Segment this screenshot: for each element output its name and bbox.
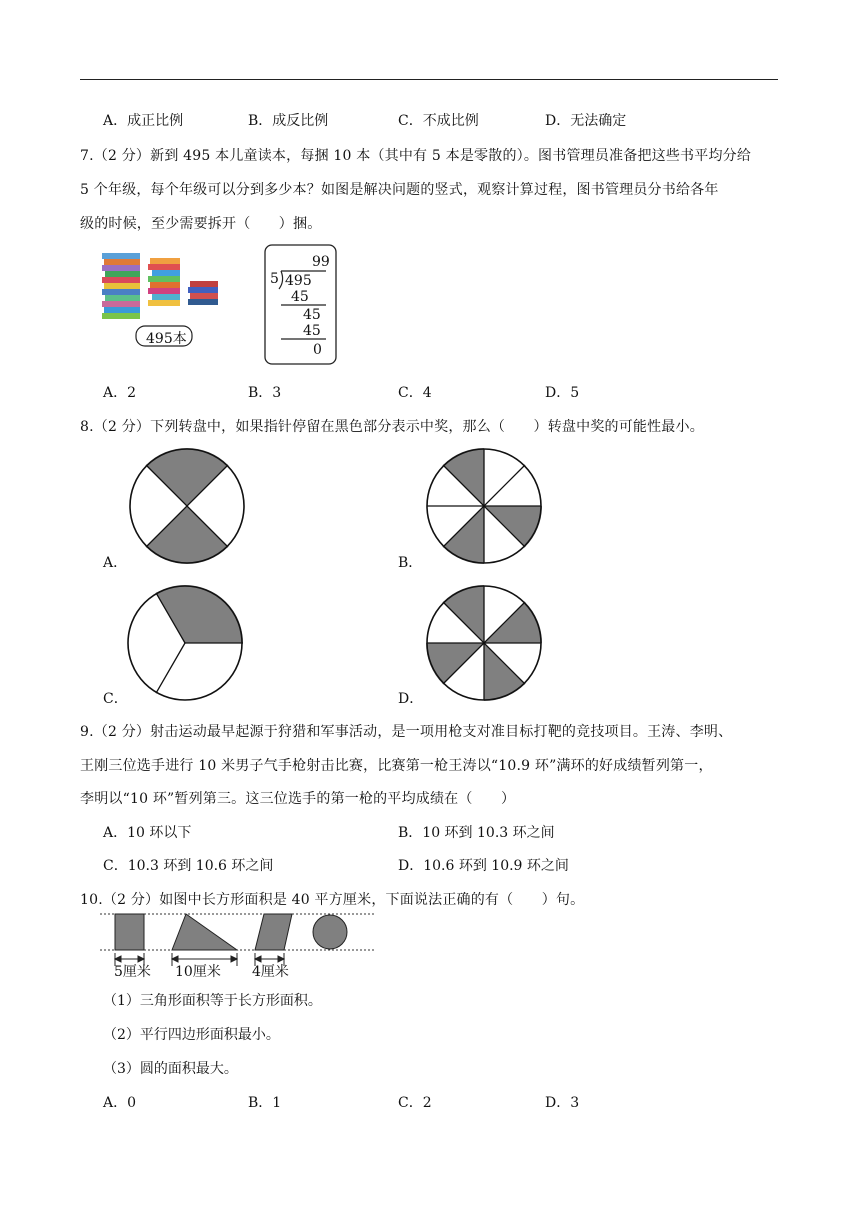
q10-option-a[interactable]: A．0 (103, 1095, 137, 1111)
spinner-c[interactable] (127, 585, 243, 701)
circle-shape (313, 915, 347, 949)
q7-text-line-1: 7.（2 分）新到 495 本儿童读本，每捆 10 本（其中有 5 本是零散的）。图书管理员准备把这些书平均分给 (80, 148, 752, 164)
q9-text-line-2: 王刚三位选手进行 10 米男子气手枪射击比赛，比赛第一枪王涛以“10.9 环”满环的好成绩暂列第一， (80, 758, 713, 774)
partial-remainder: 45 (303, 307, 321, 323)
q9-text-line-1: 9.（2 分）射击运动最早起源于狩猎和军事活动，是一项用枪支对准目标打靶的竞技项目。王涛、李明、 (80, 724, 733, 740)
q10-text: 10.（2 分）如图中长方形面积是 40 平方厘米，下面说法正确的有（ ）句。 (80, 892, 585, 908)
partial-product-1: 45 (291, 289, 309, 305)
spinner-b[interactable] (426, 448, 542, 564)
q9-option-b[interactable]: B．10 环到 10.3 环之间 (398, 825, 555, 841)
q7-option-d[interactable]: D．5 (545, 385, 580, 401)
quotient: 99 (312, 254, 330, 270)
q9-option-d[interactable]: D．10.6 环到 10.9 环之间 (398, 858, 569, 874)
q6-option-d[interactable]: D．无法确定 (545, 113, 627, 129)
book-stack-right (188, 281, 218, 305)
q10-statement-2: （2）平行四边形面积最小。 (103, 1027, 280, 1043)
q10-statement-1: （1）三角形面积等于长方形面积。 (103, 993, 322, 1009)
rectangle-shape (115, 914, 144, 950)
parallelogram-shape (255, 914, 292, 950)
q7-option-a[interactable]: A．2 (103, 385, 137, 401)
q7-text-line-3: 级的时候，至少需要拆开（ ）捆。 (80, 216, 322, 232)
q10-option-c[interactable]: C．2 (398, 1095, 432, 1111)
q10-option-d[interactable]: D．3 (545, 1095, 580, 1111)
q7-option-b[interactable]: B．3 (248, 385, 282, 401)
q9-text-line-3: 李明以“10 环”暂列第三。这三位选手的第一枪的平均成绩在（ ） (80, 791, 516, 807)
q10-statement-3: （3）圆的面积最大。 (103, 1061, 238, 1077)
q10-option-b[interactable]: B．1 (248, 1095, 282, 1111)
q9-option-a[interactable]: A．10 环以下 (103, 825, 192, 841)
q8-label-b[interactable]: B． (398, 555, 423, 571)
rectangle-base-label: 5厘米 (114, 964, 151, 980)
q6-option-c[interactable]: C．不成比例 (398, 113, 479, 129)
q6-option-b[interactable]: B．成反比例 (248, 113, 329, 129)
parallelogram-base-label: 4厘米 (252, 964, 289, 980)
spinner-a[interactable] (129, 448, 245, 564)
dividend: 495 (285, 273, 312, 289)
header-rule (80, 79, 778, 80)
q8-label-a[interactable]: A． (103, 555, 128, 571)
partial-product-2: 45 (303, 323, 321, 339)
q8-text: 8.（2 分）下列转盘中，如果指针停留在黑色部分表示中奖，那么（ ）转盘中奖的可能性最小。 (80, 419, 704, 435)
book-stack-left (102, 253, 140, 319)
spinner-d[interactable] (426, 585, 542, 701)
triangle-base-label: 10厘米 (175, 964, 221, 980)
books-count-label: 495本 (146, 331, 187, 347)
final-remainder: 0 (313, 342, 322, 358)
divisor: 5 (270, 271, 279, 287)
q8-label-d[interactable]: D． (398, 691, 424, 707)
book-stack-middle (148, 258, 180, 306)
triangle-shape (172, 914, 237, 950)
q9-option-c[interactable]: C．10.3 环到 10.6 环之间 (103, 858, 274, 874)
q7-text-line-2: 5 个年级，每个年级可以分到多少本？如图是解决问题的竖式，观察计算过程，图书管理员分书给各年 (80, 182, 719, 198)
q8-label-c[interactable]: C． (103, 691, 128, 707)
q7-option-c[interactable]: C．4 (398, 385, 432, 401)
q6-option-a[interactable]: A．成正比例 (103, 113, 184, 129)
